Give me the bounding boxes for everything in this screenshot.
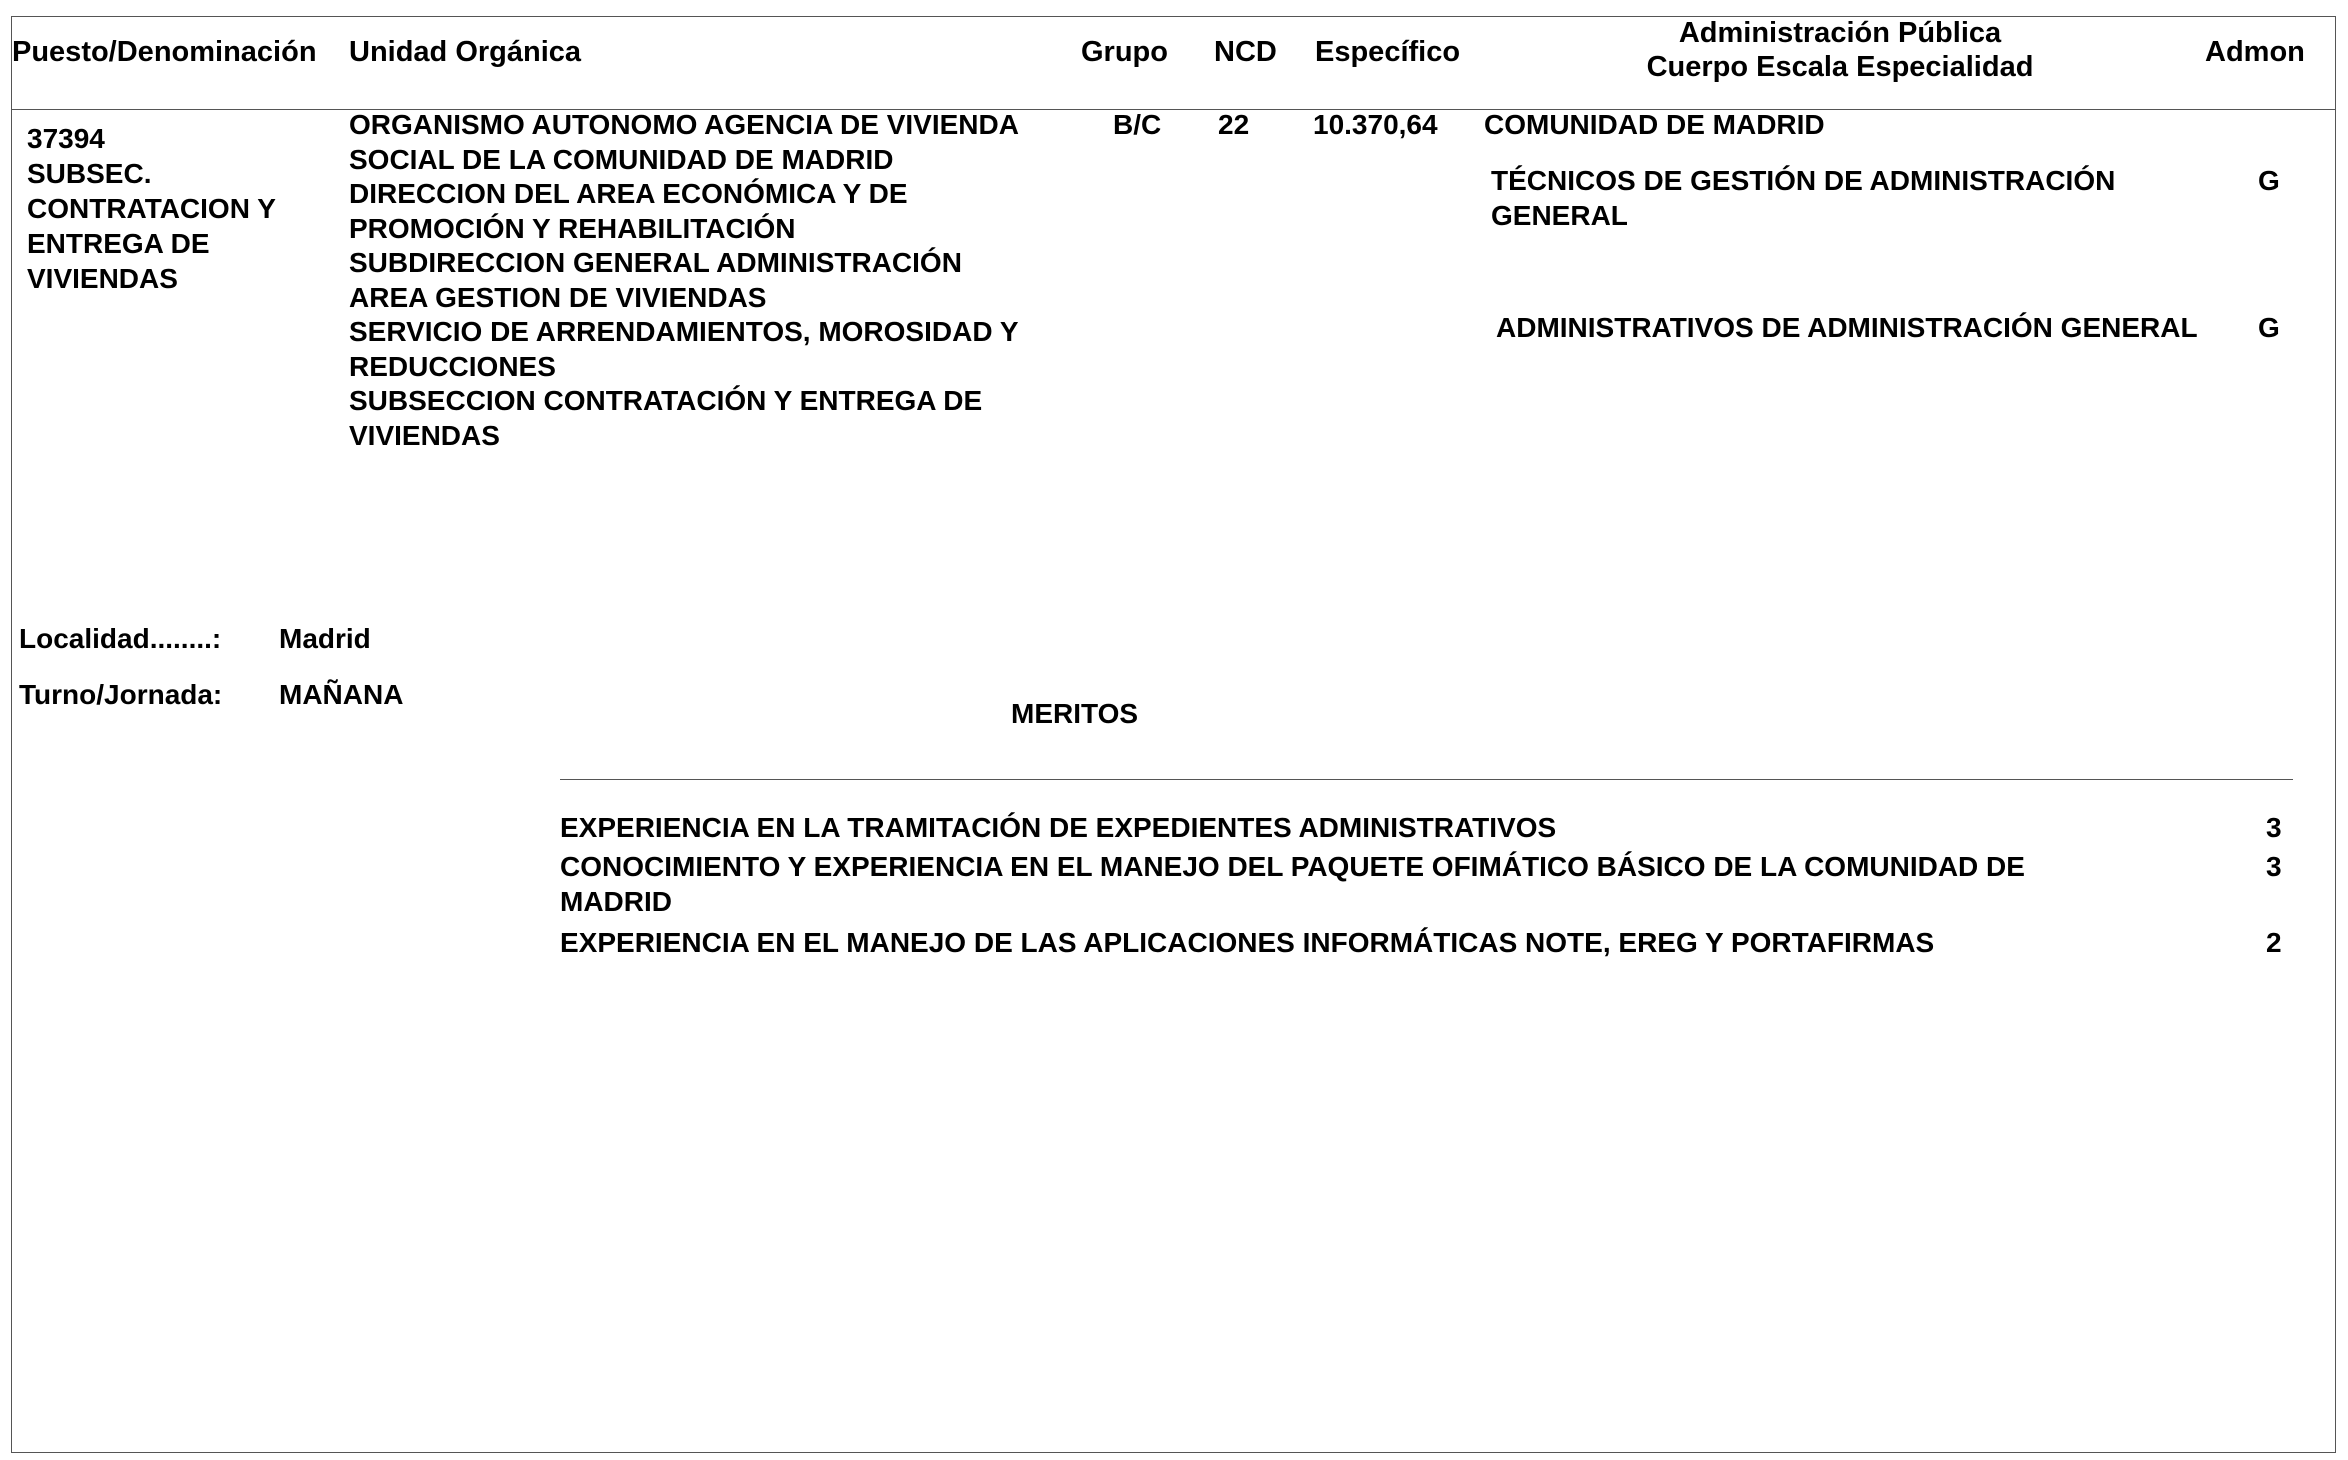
meritos-divider bbox=[560, 779, 2293, 780]
header-admon: Admon bbox=[2205, 36, 2305, 68]
grupo-value: B/C bbox=[1113, 109, 1162, 140]
unidad-line: SERVICIO DE ARRENDAMIENTOS, MOROSIDAD Y bbox=[349, 316, 1019, 347]
merito-item bbox=[560, 850, 2025, 919]
unidad-line: SUBSECCION CONTRATACIÓN Y ENTREGA DE bbox=[349, 385, 983, 416]
merito-item bbox=[560, 926, 1934, 961]
unidad-line: SUBDIRECCION GENERAL ADMINISTRACIÓN bbox=[349, 247, 962, 278]
puesto-line: 37394 bbox=[27, 123, 105, 154]
turno-value: MAÑANA bbox=[279, 679, 404, 710]
unidad-line: SOCIAL DE LA COMUNIDAD DE MADRID bbox=[349, 143, 894, 175]
meritos-title: MERITOS bbox=[1011, 698, 1139, 729]
header-cuerpo-escala: Cuerpo Escala Especialidad bbox=[1646, 51, 2034, 83]
puesto-line: CONTRATACION Y bbox=[27, 193, 276, 224]
localidad-label: Localidad........: bbox=[19, 623, 222, 654]
unidad-line: REDUCCIONES bbox=[349, 350, 556, 382]
header-ncd: NCD bbox=[1214, 36, 1277, 68]
turno-label: Turno/Jornada: bbox=[19, 679, 223, 710]
cuerpo-line: ADMINISTRATIVOS DE ADMINISTRACIÓN GENERAL bbox=[1496, 312, 2198, 343]
merito-score: 3 bbox=[2266, 812, 2282, 843]
especifico-value: 10.370,64 bbox=[1313, 109, 1438, 140]
puesto-line: ENTREGA DE bbox=[27, 228, 210, 259]
header-grupo: Grupo bbox=[1081, 36, 1168, 68]
cuerpo-tecnicos bbox=[1491, 164, 2115, 233]
merito-line: MADRID bbox=[560, 885, 672, 917]
cuerpo-tecnicos-admon: G bbox=[2258, 165, 2280, 196]
unidad-organica bbox=[349, 108, 1019, 453]
unidad-line: VIVIENDAS bbox=[349, 419, 500, 451]
localidad-value: Madrid bbox=[279, 623, 371, 654]
puesto-denominacion bbox=[27, 121, 276, 296]
cuerpo-line: GENERAL bbox=[1491, 199, 1628, 231]
unidad-line: AREA GESTION DE VIVIENDAS bbox=[349, 281, 767, 313]
merito-score: 2 bbox=[2266, 927, 2282, 958]
merito-score: 3 bbox=[2266, 851, 2282, 882]
header-especifico: Específico bbox=[1315, 36, 1461, 68]
unidad-line: DIRECCION DEL AREA ECONÓMICA Y DE bbox=[349, 178, 908, 209]
merito-item bbox=[560, 811, 1556, 846]
merito-line: CONOCIMIENTO Y EXPERIENCIA EN EL MANEJO DEL PAQUETE OFIMÁTICO BÁSICO DE LA COMUNIDAD DE bbox=[560, 851, 2025, 882]
puesto-line: SUBSEC. bbox=[27, 158, 152, 189]
header-administracion-publica: Administración Pública bbox=[1678, 17, 2002, 49]
cuerpo-administrativos-admon: G bbox=[2258, 312, 2280, 343]
puesto-line: VIVIENDAS bbox=[27, 263, 178, 294]
cuerpo-administrativos bbox=[1496, 311, 2198, 346]
unidad-line: PROMOCIÓN Y REHABILITACIÓN bbox=[349, 212, 796, 244]
administracion-value: COMUNIDAD DE MADRID bbox=[1484, 109, 1825, 140]
merito-line: EXPERIENCIA EN EL MANEJO DE LAS APLICACIONES INFORMÁTICAS NOTE, EREG Y PORTAFIRMAS bbox=[560, 927, 1935, 958]
unidad-line: ORGANISMO AUTONOMO AGENCIA DE VIVIENDA bbox=[349, 109, 1019, 140]
header-unidad: Unidad Orgánica bbox=[349, 36, 582, 68]
merito-line: EXPERIENCIA EN LA TRAMITACIÓN DE EXPEDIENTES ADMINISTRATIVOS bbox=[560, 812, 1557, 843]
ncd-value: 22 bbox=[1218, 109, 1250, 140]
header-puesto: Puesto/Denominación bbox=[12, 36, 317, 68]
cuerpo-line: TÉCNICOS DE GESTIÓN DE ADMINISTRACIÓN bbox=[1491, 165, 2116, 196]
